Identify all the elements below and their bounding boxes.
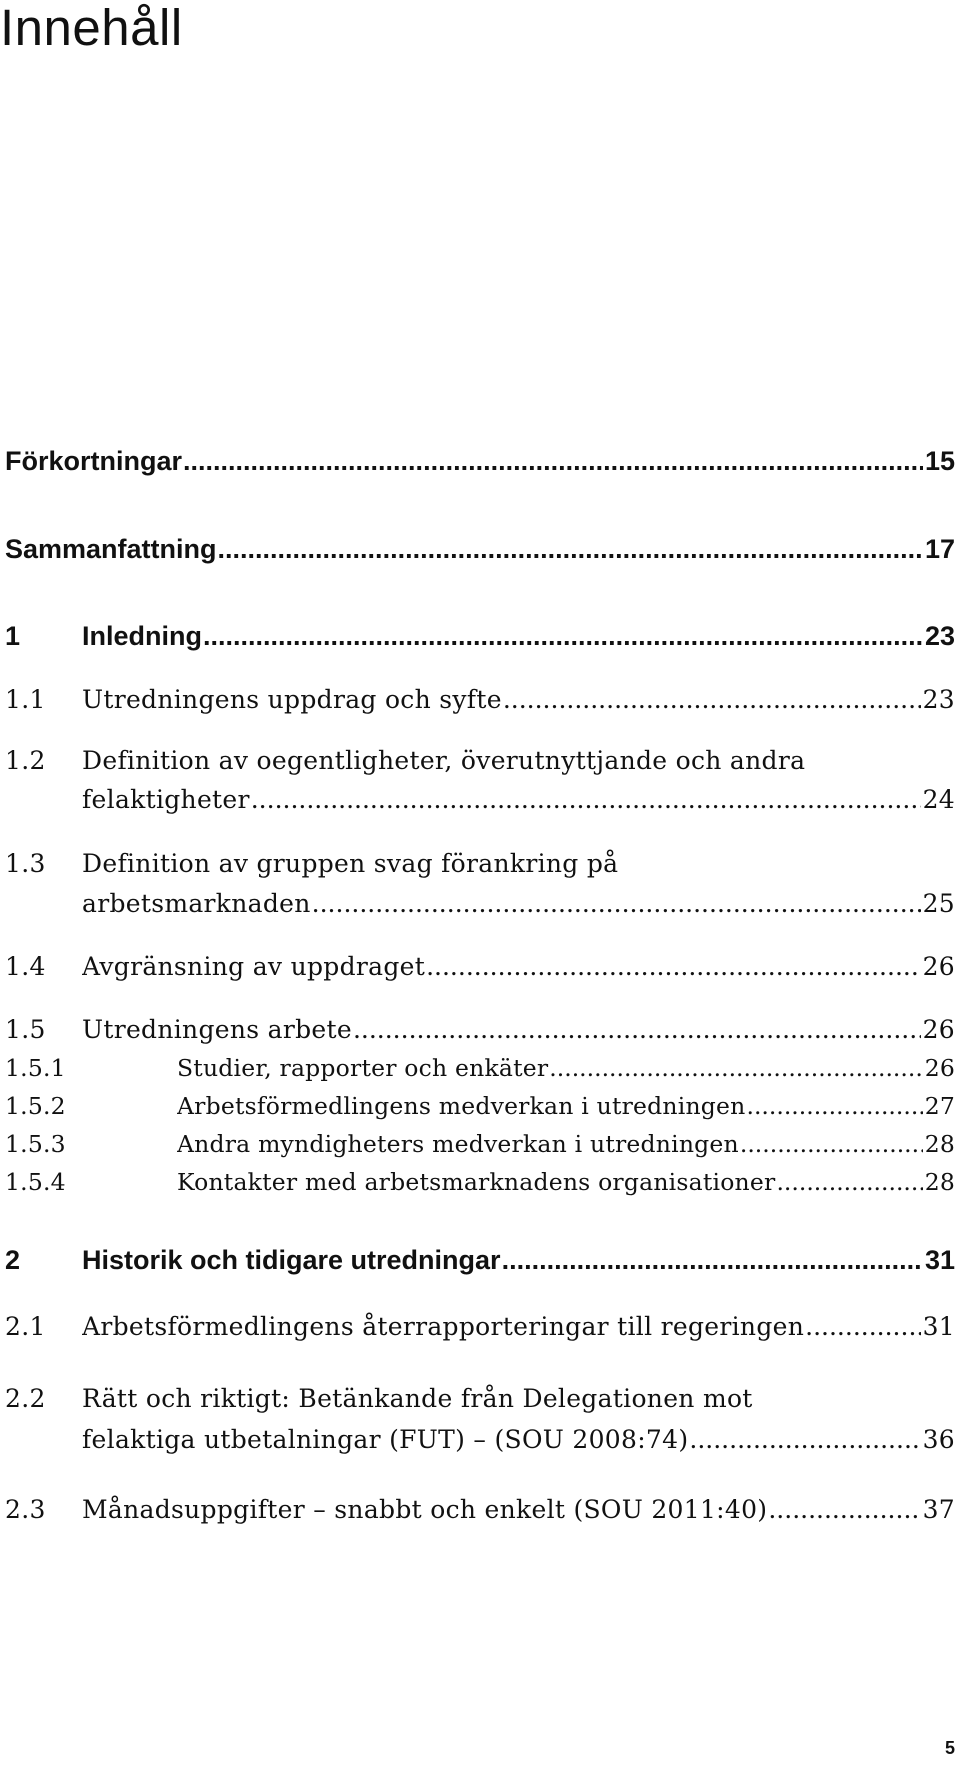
toc-page-number: 28 — [924, 1168, 955, 1196]
toc-page-number: 23 — [924, 621, 955, 651]
dot-leader — [353, 1015, 921, 1044]
toc-entry-title: Historik och tidigare utredningar — [82, 1245, 501, 1275]
toc-page-number: 31 — [924, 1245, 955, 1275]
toc-entry-title: Månadsuppgifter – snabbt och enkelt (SOU 2011:40) — [82, 1495, 768, 1524]
dot-leader — [805, 1312, 920, 1341]
toc-entry-chapter-2[interactable] — [0, 1240, 960, 1284]
toc-entry-2-3[interactable] — [0, 1488, 960, 1532]
toc-entry-title: Arbetsförmedlingens medverkan i utredningen — [177, 1092, 746, 1120]
toc-entry-1-2-line1[interactable] — [0, 739, 960, 783]
toc-entry-chapter-1[interactable] — [0, 616, 960, 660]
toc-entry-title: Sammanfattning — [5, 534, 217, 564]
toc-entry-title-line1: Definition av gruppen svag förankring på — [82, 849, 619, 878]
dot-leader — [251, 785, 921, 814]
toc-subsection-number: 1.5.1 — [5, 1054, 66, 1082]
page-number: 5 — [944, 1738, 955, 1758]
toc-page-number: 26 — [922, 952, 955, 981]
toc-entry-1-2[interactable] — [0, 778, 960, 822]
dot-leader — [776, 1168, 922, 1196]
toc-entry-title: Avgränsning av uppdraget — [82, 952, 426, 981]
toc-section-number: 1.3 — [5, 849, 46, 878]
dot-leader — [746, 1092, 922, 1120]
dot-leader — [740, 1130, 923, 1158]
dot-leader — [183, 446, 923, 477]
toc-section-number: 1.5 — [5, 1015, 46, 1044]
toc-chapter-number: 2 — [5, 1245, 21, 1275]
dot-leader — [768, 1495, 920, 1524]
toc-page-number: 28 — [924, 1130, 955, 1158]
dot-leader — [312, 889, 921, 918]
toc-entry-title: felaktiga utbetalningar (FUT) – (SOU 2008:74) — [82, 1425, 689, 1454]
toc-entry-1-4[interactable] — [0, 945, 960, 989]
toc-entry-1-3-line1[interactable] — [0, 842, 960, 886]
toc-section-number: 2.3 — [5, 1495, 46, 1524]
toc-section-number: 2.2 — [5, 1384, 46, 1413]
toc-subsection-number: 1.5.2 — [5, 1092, 66, 1120]
toc-page-number: 25 — [922, 889, 955, 918]
toc-entry-title: Andra myndigheters medverkan i utredningen — [177, 1130, 739, 1158]
toc-entry-2-2-line1[interactable] — [0, 1377, 960, 1421]
toc-entry-title: arbetsmarknaden — [82, 889, 311, 918]
toc-entry-2-1[interactable] — [0, 1305, 960, 1349]
dot-leader — [218, 534, 923, 565]
toc-page-number: 37 — [922, 1495, 955, 1524]
toc-entry-sammanfattning[interactable] — [0, 529, 960, 573]
toc-page-number: 17 — [924, 534, 955, 564]
toc-entry-title: Studier, rapporter och enkäter — [177, 1054, 549, 1082]
toc-section-number: 2.1 — [5, 1312, 46, 1341]
toc-page-number: 15 — [924, 446, 955, 476]
toc-page-number: 36 — [922, 1425, 955, 1454]
toc-section-number: 1.1 — [5, 685, 46, 714]
toc-entry-2-2[interactable] — [0, 1418, 960, 1462]
toc-page-number: 26 — [924, 1054, 955, 1082]
toc-section-number: 1.2 — [5, 746, 46, 775]
dot-leader — [689, 1425, 920, 1454]
toc-entry-title: Förkortningar — [5, 446, 183, 476]
toc-entry-title: Kontakter med arbetsmarknadens organisationer — [177, 1168, 776, 1196]
dot-leader — [549, 1054, 922, 1082]
toc-entry-1-5-4[interactable] — [0, 1160, 960, 1204]
toc-entry-title: felaktigheter — [82, 785, 250, 814]
toc-section-number: 1.4 — [5, 952, 46, 981]
page-title: Innehåll — [0, 0, 183, 56]
toc-entry-1-3[interactable] — [0, 882, 960, 926]
dot-leader — [502, 1245, 923, 1276]
toc-subsection-number: 1.5.3 — [5, 1130, 66, 1158]
toc-page-number: 27 — [924, 1092, 955, 1120]
toc-page-number: 26 — [922, 1015, 955, 1044]
toc-entry-title: Utredningens uppdrag och syfte — [82, 685, 502, 714]
toc-entry-1-1[interactable] — [0, 678, 960, 722]
toc-entry-forkortningar[interactable] — [0, 441, 960, 485]
toc-chapter-number: 1 — [5, 621, 21, 651]
toc-page-number: 31 — [922, 1312, 955, 1341]
dot-leader — [203, 621, 923, 652]
toc-entry-title: Arbetsförmedlingens återrapporteringar till regeringen — [82, 1312, 805, 1341]
dot-leader — [503, 685, 921, 714]
toc-entry-title-line1: Definition av oegentligheter, överutnyttjande och andra — [82, 746, 806, 775]
toc-entry-title: Inledning — [82, 621, 202, 651]
toc-entry-title: Utredningens arbete — [82, 1015, 352, 1044]
dot-leader — [426, 952, 920, 981]
toc-page-number: 24 — [922, 785, 955, 814]
toc-subsection-number: 1.5.4 — [5, 1168, 66, 1196]
toc-page-number: 23 — [922, 685, 955, 714]
toc-entry-title-line1: Rätt och riktigt: Betänkande från Delegationen mot — [82, 1384, 753, 1413]
